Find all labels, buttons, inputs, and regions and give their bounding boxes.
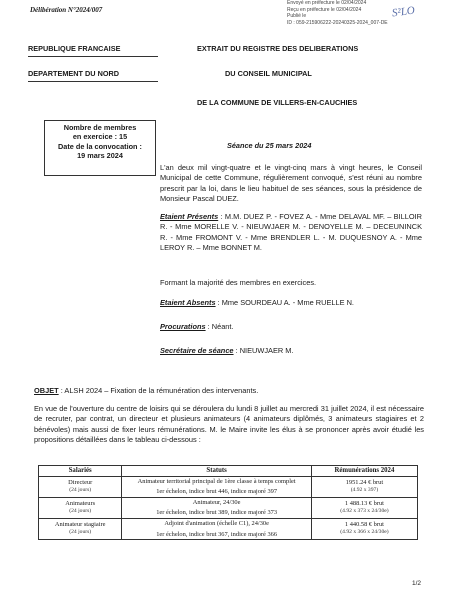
status-cell [122, 497, 312, 518]
role-cell [39, 518, 122, 539]
members-label: Nombre de membres [63, 123, 137, 132]
council-title: DU CONSEIL MUNICIPAL [225, 69, 312, 78]
stamp-line: Envoyé en préfecture le 02/04/2024 [287, 0, 367, 6]
present-members [160, 212, 422, 254]
column-header: Salariés [39, 466, 122, 477]
status-title: Animateur, 24/30e [192, 498, 241, 506]
objet-text: : ALSH 2024 – Fixation de la rémunération des intervenants. [58, 386, 259, 395]
objet-line [34, 386, 424, 396]
convocation-box [44, 120, 156, 176]
procurations-label: Procurations [160, 322, 206, 331]
secretary-value: : NIEUWJAER M. [233, 346, 294, 355]
status-grade: 1er échelon, indice brut 367, indice majoré 366 [156, 530, 278, 538]
pay-amount: 1 488.13 € brut [344, 500, 384, 508]
body-paragraph: En vue de l'ouverture du centre de loisirs qui se déroulera du lundi 8 juillet au mercredi 31 juillet 2024, il est nécessaire de recruter, par contrat, un directeur et plusieurs animateurs (4 animateurs diplômés, 3 animateurs stagiaires et 2 bénévoles) mais aussi de fixer leurs rémunérations. M. le Maire invite les élus à se prononcer après avoir étudié les propositions détaillées dans le tableau ci-dessous : [34, 404, 424, 445]
table-header-row [39, 466, 418, 477]
majority-note: Formant la majorité des membres en exercices. [160, 278, 317, 287]
procurations [160, 322, 422, 332]
absent-label: Etaient Absents [160, 298, 216, 307]
secretary-label: Secrétaire de séance [160, 346, 234, 355]
role-name: Directeur [68, 479, 93, 487]
stamp-line: ID : 059-215906222-20240325-2024_007-DE [287, 19, 388, 26]
stamp-line: Reçu en préfecture le 02/04/2024 [287, 6, 362, 13]
role-duration: (24 jours) [69, 507, 92, 514]
divider [28, 56, 158, 57]
members-count: en exercice : 15 [72, 132, 128, 142]
convocation-date: 19 mars 2024 [77, 150, 123, 160]
intro-paragraph: L'an deux mil vingt-quatre et le vingt-cinq mars à vingt heures, le Conseil Municipal de cette Commune, régulièrement convoqué, s'est réuni au nombre prescrit par la loi, dans le lieu habituel de ses séances, sous la présidence de Monsieur Pascal DUEZ. [160, 163, 422, 204]
role-name: Animateurs [65, 500, 96, 508]
pay-formula: (4.92 x 397) [350, 486, 379, 493]
pay-cell [311, 497, 417, 518]
deliberation-reference: Délibération N°2024/007 [30, 6, 103, 14]
status-title: Adjoint d'animation (échelle C1), 24/30e [164, 519, 269, 527]
role-duration: (24 jours) [69, 529, 92, 536]
pay-amount: 1951.24 € brut [345, 479, 384, 487]
status-cell [122, 518, 312, 539]
stamp-logo: S²LO [391, 4, 416, 20]
session-date: Séance du 25 mars 2024 [227, 141, 312, 150]
status-title: Animateur territorial principal de 1ère classe à temps complet [137, 477, 296, 485]
role-name: Animateur stagiaire [54, 521, 106, 529]
present-label: Etaient Présents [160, 212, 219, 221]
department-label: DEPARTEMENT DU NORD [28, 69, 120, 78]
pay-amount: 1 440.58 € brut [344, 521, 384, 529]
pay-cell [311, 476, 417, 497]
table-row [39, 476, 418, 497]
divider [28, 81, 158, 82]
pay-formula: (4.92 x 373 x 24/30e) [340, 507, 389, 514]
register-title: EXTRAIT DU REGISTRE DES DELIBERATIONS [197, 44, 359, 53]
status-grade: 1er échelon, indice brut 446, indice majoré 397 [156, 488, 278, 496]
salary-table [38, 465, 418, 540]
commune-title: DE LA COMMUNE DE VILLERS-EN-CAUCHIES [197, 98, 358, 107]
prefecture-stamp [287, 0, 447, 26]
convocation-label: Date de la convocation : [58, 141, 142, 151]
page-number: 1/2 [412, 580, 422, 587]
role-cell [39, 476, 122, 497]
status-grade: 1er échelon, indice brut 389, indice majoré 373 [156, 509, 278, 517]
role-duration: (24 jours) [69, 486, 92, 493]
secretary [160, 346, 422, 356]
procurations-value: : Néant. [205, 322, 234, 331]
absent-list: : Mme SOURDEAU A. - Mme RUELLE N. [215, 298, 354, 307]
republic-label: REPUBLIQUE FRANCAISE [28, 44, 121, 53]
absent-members [160, 298, 422, 308]
table-row [39, 518, 418, 539]
table-row [39, 497, 418, 518]
pay-formula: (4.92 x 366 x 24/30e) [340, 529, 389, 536]
present-list: : M.M. DUEZ P. - FOVEZ A. - Mme DELAVAL MF. – BILLOIR R. - Mme MORELLE V. - NIEUWJAER M. - DENOYELLE M. – DECEUNINCK R. - Mme FROMONT V. - Mme BRENDLER L. - M. DUQUESNOY A. - Mme LEROY R. – Mme BONNET M. [160, 212, 422, 253]
pay-cell [311, 518, 417, 539]
stamp-line: Publié le [287, 13, 307, 20]
column-header: Rémunérations 2024 [311, 466, 417, 477]
column-header: Statuts [122, 466, 312, 477]
status-cell [122, 476, 312, 497]
objet-label: OBJET [34, 386, 59, 395]
role-cell [39, 497, 122, 518]
